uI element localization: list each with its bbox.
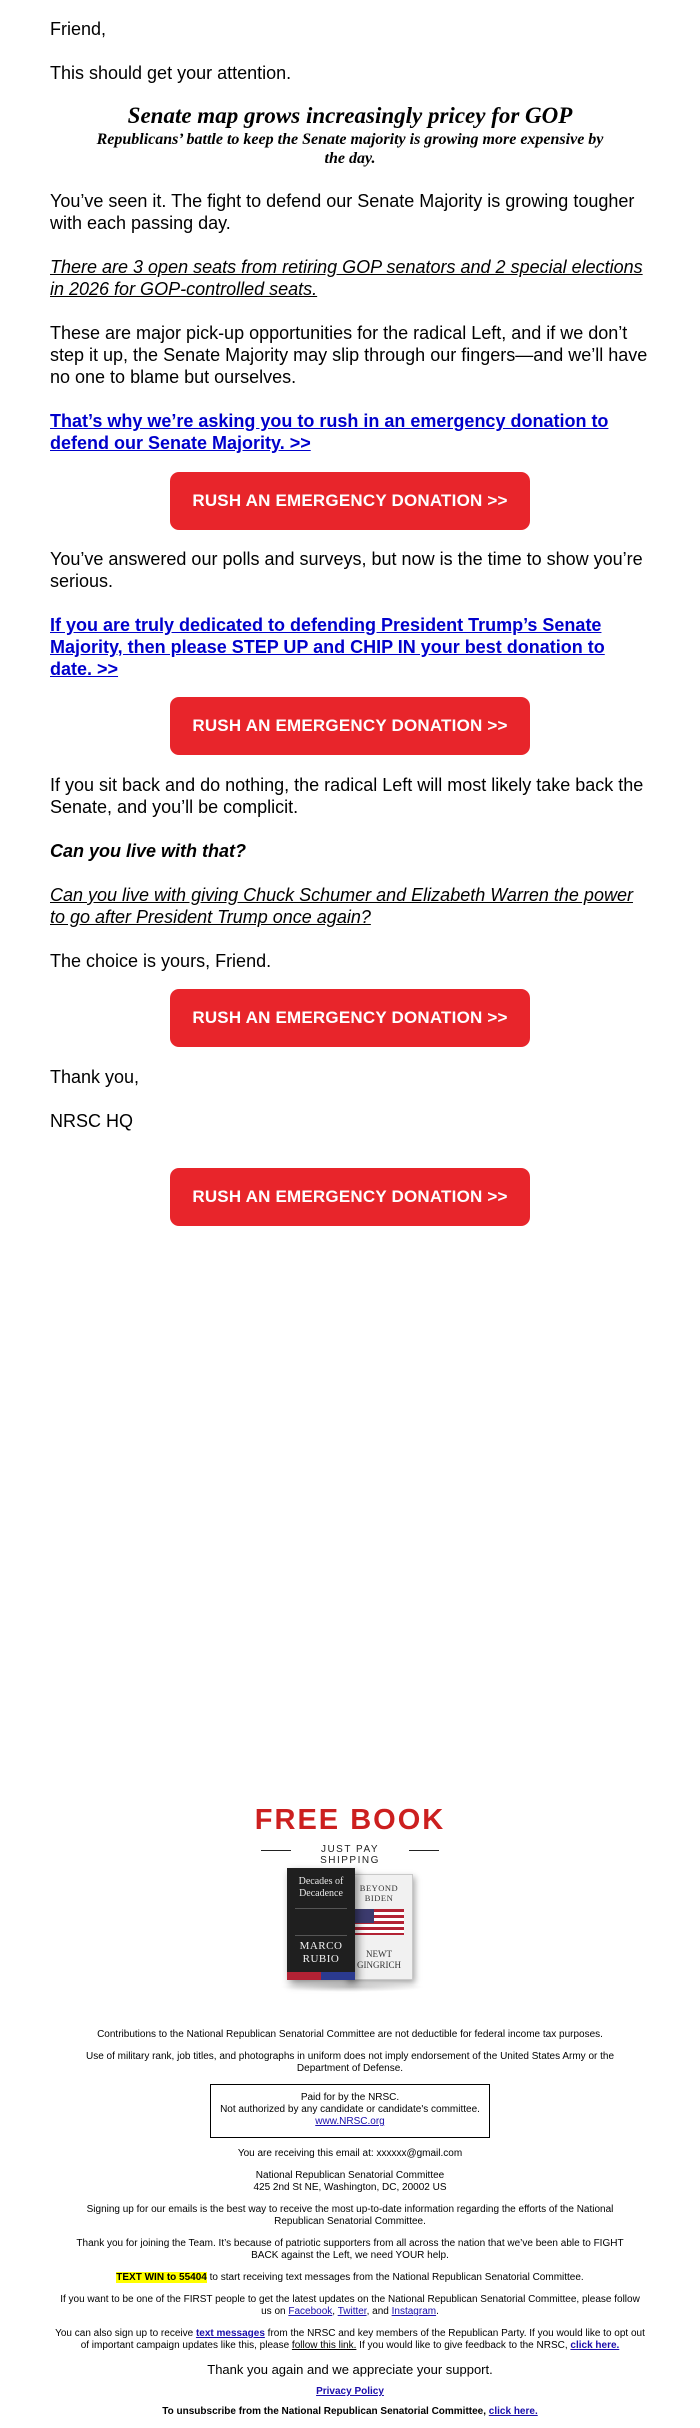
book1-author: MARCO RUBIO	[299, 1940, 343, 1965]
book1-rule	[295, 1908, 347, 1936]
sms-prefix: You can also sign up to receive	[55, 2328, 196, 2339]
book1-stripe	[287, 1972, 355, 1980]
paid-for-box	[210, 2084, 490, 2138]
thanks-again: Thank you again and we appreciate your support.	[207, 2362, 493, 2377]
book-cover-beyond-biden	[345, 1874, 413, 1980]
sms-middle: from the NRSC and key members of the Republican Party. If you would like to opt out of important campaign updates like this, please	[80, 2328, 645, 2351]
paragraph-4: You’ve answered our polls and surveys, but now is the time to show you’re serious.	[50, 549, 643, 591]
donate-button-3[interactable]: RUSH AN EMERGENCY DONATION >>	[170, 989, 530, 1047]
paragraph-2: There are 3 open seats from retiring GOP senators and 2 special elections in 2026 for GOP-controlled seats.	[50, 257, 643, 299]
book2-title: BEYOND BIDEN	[359, 1883, 399, 1903]
privacy-policy-link[interactable]: Privacy Policy	[316, 2386, 384, 2397]
promo-subtitle: JUST PAY SHIPPING	[320, 1844, 380, 1866]
org-name: National Republican Senatorial Committee	[255, 2170, 445, 2181]
social-prefix: If you want to be one of the FIRST people to get the latest updates on the National Republican Senatorial Committee, please follow us on	[60, 2294, 640, 2317]
paragraph-6: Can you live with that?	[50, 841, 247, 861]
paragraph-5: If you sit back and do nothing, the radical Left will most likely take back the Senate, and you’ll be complicit.	[50, 775, 644, 817]
social-follow: If you want to be one of the FIRST people to get the latest updates on the National Republican Senatorial Committee, please follow us on Facebook, Twitter, and Instagram.	[60, 2294, 640, 2317]
text-win-rest: to start receiving text messages from the National Republican Senatorial Committee.	[206, 2272, 584, 2283]
unsubscribe-link[interactable]: click here.	[488, 2406, 538, 2417]
donate-button-2[interactable]: RUSH AN EMERGENCY DONATION >>	[170, 697, 530, 755]
headline-title: Senate map grows increasingly pricey for GOP	[127, 103, 573, 128]
book-shadow	[279, 1982, 425, 1992]
thanks-team: Thank you for joining the Team. It’s because of patriotic supporters from all across the nation that we’ve been able to FIGHT BACK against the Left, we need YOUR help.	[76, 2238, 624, 2261]
promo-title: FREE BOOK	[254, 1804, 446, 1836]
paragraph-7: Can you live with giving Chuck Schumer and Elizabeth Warren the power to go after President Trump once again?	[50, 885, 633, 927]
signup-note: Signing up for our emails is the best way to receive the most up-to-date information regarding the efforts of the National Republican Senatorial Committee.	[86, 2204, 614, 2227]
nrsc-site-link[interactable]: www.NRSC.org	[315, 2116, 385, 2127]
feedback-prefix: If you would like to give feedback to the NRSC,	[356, 2340, 571, 2351]
unsubscribe-text: To unsubscribe from the National Republican Senatorial Committee,	[162, 2406, 489, 2417]
paragraph-8: The choice is yours, Friend.	[50, 951, 272, 971]
promo-subtitle-rule	[261, 1844, 439, 1866]
privacy-line	[50, 2386, 650, 2398]
donate-button-4[interactable]: RUSH AN EMERGENCY DONATION >>	[170, 1168, 530, 1226]
intro-line: This should get your attention.	[50, 63, 292, 83]
paragraph-1: You’ve seen it. The fight to defend our Senate Majority is growing tougher with each passing day.	[50, 191, 635, 233]
feedback-link[interactable]: click here.	[570, 2340, 620, 2351]
closing-thanks: Thank you,	[50, 1067, 140, 1087]
receiving-email: You are receiving this email at: xxxxxx@gmail.com	[237, 2148, 463, 2159]
social-and: , and	[366, 2306, 392, 2317]
text-messages-link[interactable]: text messages	[195, 2328, 265, 2339]
org-address: 425 2nd St NE, Washington, DC, 20002 US	[253, 2182, 447, 2193]
text-win-line	[50, 2272, 650, 2284]
flag-graphic	[354, 1909, 404, 1935]
signature: NRSC HQ	[50, 1111, 134, 1131]
book1-title: Decades of Decadence	[298, 1876, 344, 1899]
not-authorized: Not authorized by any candidate or candidate's committee.	[220, 2104, 480, 2115]
paragraph-3: These are major pick-up opportunities for the radical Left, and if we don’t step it up, the Senate Majority may slip through our fingers—and we’ll have no one to blame but ourselves.	[50, 323, 648, 387]
book2-author: NEWT GINGRICH	[357, 1949, 401, 1970]
free-book-promo[interactable]	[245, 1800, 455, 2010]
instagram-link[interactable]: Instagram	[391, 2306, 437, 2317]
book-cover-decades-of-decadence	[287, 1868, 355, 1980]
donate-link-1[interactable]: That’s why we’re asking you to rush in an emergency donation to defend our Senate Majority. >>	[50, 411, 609, 453]
greeting: Friend,	[50, 19, 107, 39]
headline-subtitle: Republicans’ battle to keep the Senate majority is growing more expensive by the day.	[96, 131, 604, 167]
twitter-link[interactable]: Twitter	[337, 2306, 367, 2317]
unsubscribe-line	[50, 2406, 650, 2418]
donate-link-2[interactable]: If you are truly dedicated to defending President Trump’s Senate Majority, then please STEP UP and CHIP IN your best donation to date. >>	[50, 615, 605, 679]
paid-by: Paid for by the NRSC.	[300, 2092, 400, 2103]
donate-button-1[interactable]: RUSH AN EMERGENCY DONATION >>	[170, 472, 530, 530]
opt-out-link[interactable]: follow this link.	[291, 2340, 357, 2351]
facebook-link[interactable]: Facebook	[288, 2306, 333, 2317]
text-win-highlight[interactable]: TEXT WIN to 55404	[116, 2272, 207, 2283]
military-disclaimer: Use of military rank, job titles, and photographs in uniform does not imply endorsement of the United States Army or the Department of Defense.	[85, 2051, 615, 2074]
tax-disclaimer: Contributions to the National Republican Senatorial Committee are not deductible for federal income tax purposes.	[97, 2029, 603, 2040]
sms-optout	[50, 2328, 650, 2352]
